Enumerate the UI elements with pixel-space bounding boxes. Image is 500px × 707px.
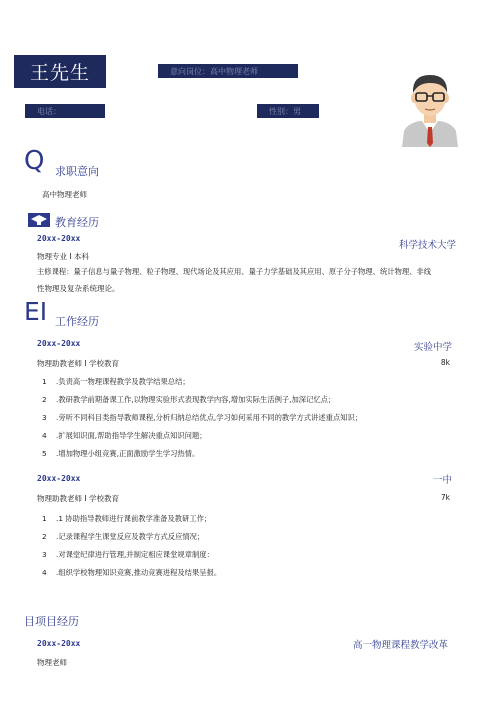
project-role: 物理老师: [37, 658, 67, 667]
list-item: 4 .扩展知识面,帮助指导学生解决重点知识问题；: [42, 431, 207, 440]
education-title: 教育经历: [55, 216, 99, 229]
name-box: [14, 55, 106, 88]
phone-bar: 电话：: [25, 104, 105, 118]
education-courses-line2: 性物理及复杂系统理论。: [37, 284, 120, 293]
job2-org: 一中: [432, 475, 452, 486]
job2-role: 物理助教老师 I 学校教育: [37, 494, 119, 503]
candidate-name: 王先生: [29, 62, 90, 84]
list-item: 5 .增加物理小组竞赛,正面激励学生学习热情。: [42, 449, 200, 458]
work-title: 工作经历: [55, 315, 99, 328]
work-icon: EI: [24, 297, 48, 326]
list-item: 1 .负责高一物理课程教学及教学结果总结；: [42, 377, 190, 386]
gender-bar: 性别：男: [257, 104, 319, 118]
job1-salary: 8k: [440, 358, 450, 367]
job2-salary: 7k: [440, 493, 450, 502]
list-item: 2 .记录课程学生课堂反应及教学方式反应情况；: [42, 532, 205, 541]
project-title: 目项目经历: [24, 615, 79, 628]
education-date: 20xx-20xx: [37, 234, 81, 243]
job2-date: 20xx-20xx: [37, 474, 81, 483]
project-name: 高一物理课程教学改革: [352, 640, 448, 651]
objective-icon: Q: [24, 146, 45, 176]
education-courses-line1: 主修课程：量子信息与量子物理、粒子物理、现代场论及其应用、量子力学基础及其应用、原子分子物理、统计物理、非线: [37, 267, 432, 276]
job-intent-bar: 意向岗位：高中物理老师: [158, 64, 298, 78]
job1-org: 实验中学: [413, 342, 452, 353]
list-item: 3 .旁听不同科目类指导教师课程,分析归纳总结优点,学习如何采用不同的教学方式讲述重点知识；: [42, 413, 363, 422]
education-major: 物理专业 I 本科: [37, 252, 89, 261]
list-item: 2 .教研教学前期备课工作,以物理实验形式表现教学内容,增加实际生活例子,加深记忆点；: [42, 395, 336, 404]
education-icon: [28, 211, 50, 231]
avatar-illustration: [398, 67, 462, 147]
list-item: 4 .组织学校物理知识竞赛,推动竞赛进程及结果呈报。: [42, 568, 222, 577]
job1-role: 物理助教老师 I 学校教育: [37, 359, 119, 368]
list-item: 1 .1 协助指导教师进行课前教学准备及教研工作；: [42, 514, 212, 523]
project-date: 20xx-20xx: [37, 639, 81, 648]
job1-date: 20xx-20xx: [37, 339, 81, 348]
education-school: 科学技术大学: [398, 240, 456, 251]
list-item: 3 .对课堂纪律进行管理,并制定相应课堂规章制度：: [42, 550, 214, 559]
objective-title: 求职意向: [55, 165, 99, 178]
avatar: [398, 67, 462, 147]
objective-text: 高中物理老师: [42, 190, 87, 199]
